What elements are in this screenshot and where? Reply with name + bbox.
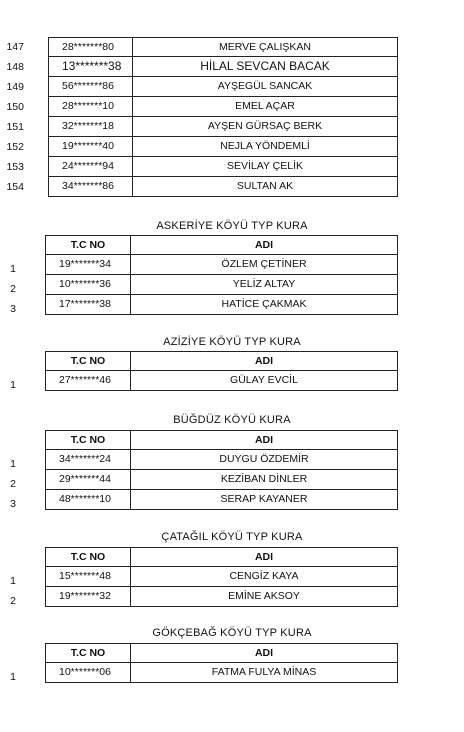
row-number: 2 [10, 283, 16, 295]
name-cell: FATMA FULYA MİNAS [130, 663, 398, 683]
table-row [0, 137, 464, 157]
row-number: 1 [10, 263, 16, 275]
name-header: ADI [130, 430, 398, 450]
tc-no-cell: 19*******40 [48, 137, 133, 157]
table-row [0, 371, 464, 391]
tc-no-cell: 34*******86 [48, 177, 133, 197]
name-cell: YELİZ ALTAY [130, 275, 398, 295]
row-number: 154 [6, 181, 24, 193]
table-header-row [0, 235, 464, 255]
name-cell: ÖZLEM ÇETİNER [130, 255, 398, 275]
tc-no-cell: 56*******86 [48, 77, 133, 97]
name-cell: GÜLAY EVCİL [130, 371, 398, 391]
tc-no-header: T.C NO [45, 643, 131, 663]
row-number: 2 [10, 478, 16, 490]
row-number: 153 [6, 161, 24, 173]
table-row [0, 587, 464, 607]
tc-no-cell: 17*******38 [45, 295, 131, 315]
table-header-row [0, 547, 464, 567]
name-cell: SERAP KAYANER [130, 490, 398, 510]
tc-no-cell: 32*******18 [48, 117, 133, 137]
table-row [0, 567, 464, 587]
tc-no-cell: 13*******38 [48, 57, 133, 77]
name-header: ADI [130, 547, 398, 567]
row-number: 152 [6, 141, 24, 153]
name-cell: AYŞEGÜL SANCAK [132, 77, 398, 97]
row-number: 151 [6, 121, 24, 133]
table-row [0, 275, 464, 295]
section-title: AZİZİYE KÖYÜ TYP KURA [163, 336, 301, 348]
name-header: ADI [130, 235, 398, 255]
tc-no-cell: 19*******32 [45, 587, 131, 607]
section-title: BÜĞDÜZ KÖYÜ KURA [173, 414, 291, 426]
table-row [0, 157, 464, 177]
table-row [0, 37, 464, 57]
name-cell: KEZİBAN DİNLER [130, 470, 398, 490]
table-row [0, 57, 464, 77]
tc-no-header: T.C NO [45, 430, 131, 450]
table-row [0, 663, 464, 683]
name-cell: SULTAN AK [132, 177, 398, 197]
name-cell: EMEL AÇAR [132, 97, 398, 117]
table-row [0, 97, 464, 117]
table-row [0, 255, 464, 275]
tc-no-cell: 27*******46 [45, 371, 131, 391]
name-cell: SEVİLAY ÇELİK [132, 157, 398, 177]
name-cell: HİLAL SEVCAN BACAK [132, 57, 398, 77]
name-cell: HATİCE ÇAKMAK [130, 295, 398, 315]
tc-no-header: T.C NO [45, 235, 131, 255]
table-row [0, 77, 464, 97]
table-header-row [0, 430, 464, 450]
table-row [0, 177, 464, 197]
row-number: 148 [6, 61, 24, 73]
row-number: 3 [10, 303, 16, 315]
row-number: 150 [6, 101, 24, 113]
tc-no-cell: 15*******48 [45, 567, 131, 587]
table-row [0, 490, 464, 510]
table-header-row [0, 351, 464, 371]
table-row [0, 295, 464, 315]
row-number: 1 [10, 458, 16, 470]
table-row [0, 450, 464, 470]
tc-no-cell: 24*******94 [48, 157, 133, 177]
row-number: 1 [10, 575, 16, 587]
tc-no-cell: 29*******44 [45, 470, 131, 490]
row-number: 147 [6, 41, 24, 53]
tc-no-cell: 48*******10 [45, 490, 131, 510]
row-number: 1 [10, 379, 16, 391]
name-cell: CENGİZ KAYA [130, 567, 398, 587]
tc-no-cell: 10*******06 [45, 663, 131, 683]
name-header: ADI [130, 351, 398, 371]
tc-no-cell: 19*******34 [45, 255, 131, 275]
tc-no-header: T.C NO [45, 351, 131, 371]
tc-no-cell: 28*******80 [48, 37, 133, 57]
name-cell: AYŞEN GÜRSAÇ BERK [132, 117, 398, 137]
tc-no-header: T.C NO [45, 547, 131, 567]
section-title: ASKERİYE KÖYÜ TYP KURA [156, 220, 308, 232]
name-cell: EMİNE AKSOY [130, 587, 398, 607]
name-cell: MERVE ÇALIŞKAN [132, 37, 398, 57]
row-number: 3 [10, 498, 16, 510]
tc-no-cell: 28*******10 [48, 97, 133, 117]
row-number: 149 [6, 81, 24, 93]
row-number: 1 [10, 671, 16, 683]
tc-no-cell: 10*******36 [45, 275, 131, 295]
tc-no-cell: 34*******24 [45, 450, 131, 470]
section-title: ÇATAĞIL KÖYÜ TYP KURA [161, 531, 303, 543]
table-row [0, 117, 464, 137]
table-header-row [0, 643, 464, 663]
section-title: GÖKÇEBAĞ KÖYÜ TYP KURA [152, 627, 312, 639]
table-row [0, 470, 464, 490]
name-header: ADI [130, 643, 398, 663]
row-number: 2 [10, 595, 16, 607]
name-cell: DUYGU ÖZDEMİR [130, 450, 398, 470]
name-cell: NEJLA YÖNDEMLİ [132, 137, 398, 157]
